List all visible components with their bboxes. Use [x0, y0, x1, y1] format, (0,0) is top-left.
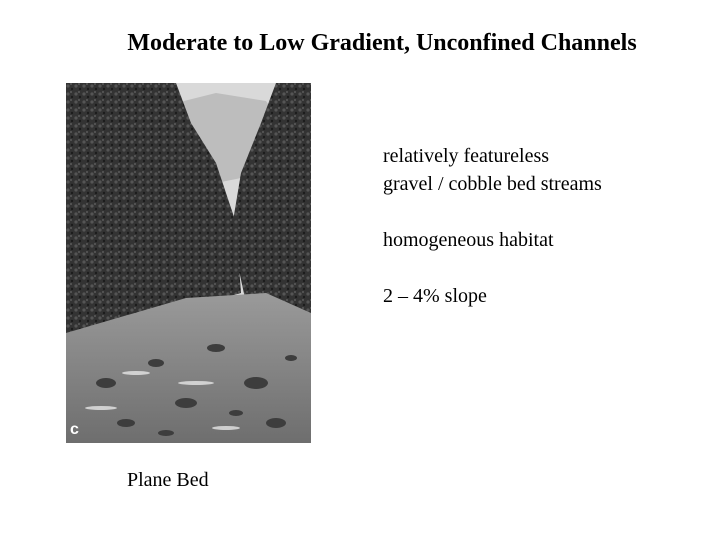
- bullet-item: [383, 142, 602, 198]
- bullet-item: [383, 226, 602, 254]
- stream-photo-illustration: [66, 83, 311, 443]
- bullet-text: relatively featureless: [383, 145, 550, 167]
- slide-title: Moderate to Low Gradient, Unconfined Channels: [127, 30, 637, 56]
- photo-caption: Plane Bed: [127, 469, 209, 491]
- bullet-text: gravel / cobble bed streams: [383, 173, 602, 195]
- bullet-list: [383, 142, 602, 310]
- photo-label: c: [70, 421, 79, 438]
- stream-photo: [66, 83, 311, 443]
- bullet-item: [383, 282, 602, 310]
- bullet-text: homogeneous habitat: [383, 229, 554, 251]
- bullet-text: 2 – 4% slope: [383, 285, 487, 307]
